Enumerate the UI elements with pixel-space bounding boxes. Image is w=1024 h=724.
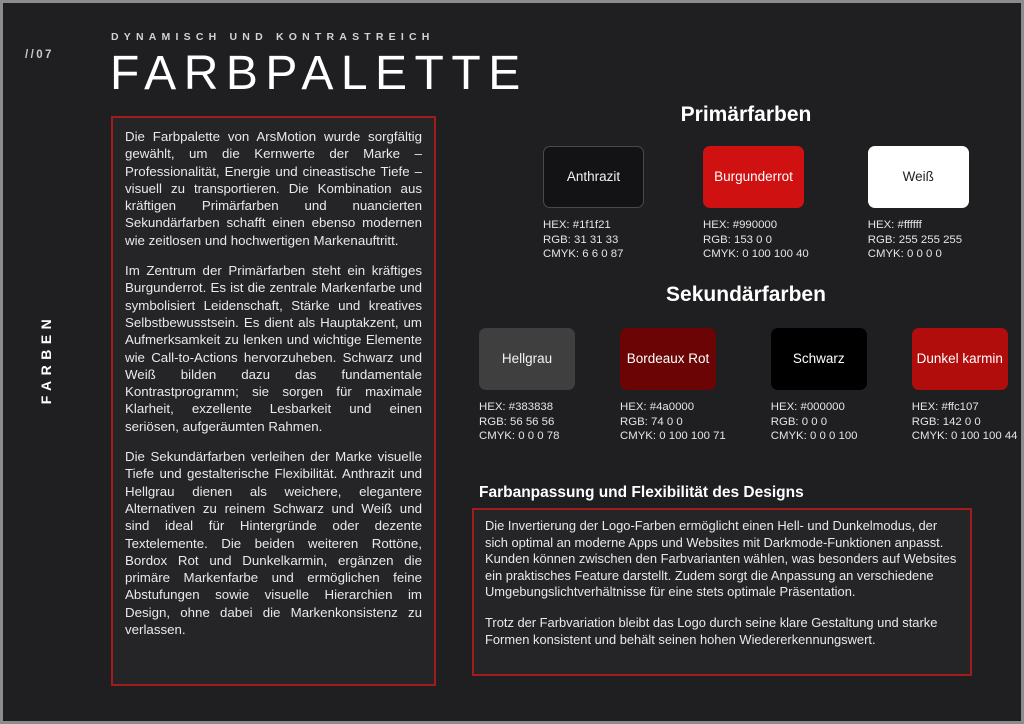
flexibility-paragraph: Die Invertierung der Logo-Farben ermöglicht einen Hell- und Dunkelmodus, der sich optimal an moderne Apps und Websites mit Darkmode-Funktionen anpasst. Kunden können zwischen den Farbvarianten wählen, was besonders auf Websites ein praktisches Feature darstellt. Zudem sorgt die Anpassung an verschiedene Umgebungslichtverhältnisse für eine stets optimale Präsentation. xyxy=(485,518,957,600)
color-rgb: RGB: 56 56 56 xyxy=(479,415,555,428)
color-hex: HEX: #990000 xyxy=(703,219,778,231)
color-cmyk: CMYK: 0 0 0 0 xyxy=(867,248,942,261)
color-specs xyxy=(703,218,809,262)
color-swatch-cell xyxy=(620,328,726,444)
slide-page xyxy=(3,3,1021,721)
color-swatch[interactable]: Anthrazit xyxy=(543,146,644,208)
color-rgb: RGB: 142 0 0 xyxy=(911,415,981,428)
secondary-colors-title: Sekundärfarben xyxy=(666,283,826,306)
color-hex: HEX: #1f1f21 xyxy=(543,219,611,231)
color-rgb: RGB: 74 0 0 xyxy=(620,415,683,428)
page-number-marker: //07 xyxy=(25,49,54,61)
page-title: FARBPALETTE xyxy=(110,47,528,100)
color-swatch[interactable]: Dunkel karmin xyxy=(912,328,1008,390)
color-swatch[interactable]: Schwarz xyxy=(771,328,867,390)
color-specs xyxy=(912,400,1018,444)
flexibility-paragraph: Trotz der Farbvariation bleibt das Logo durch seine klare Gestaltung und starke Formen konsistent und behält seinen hohen Wiedererkennungswert. xyxy=(485,614,938,647)
secondary-swatch-row xyxy=(479,328,1018,444)
color-specs xyxy=(868,218,969,262)
color-swatch[interactable]: Weiß xyxy=(868,146,969,208)
eyebrow-text: DYNAMISCH UND KONTRASTREICH xyxy=(111,31,435,43)
color-swatch-cell xyxy=(868,146,969,262)
color-swatch-cell xyxy=(479,328,575,444)
color-swatch-cell xyxy=(912,328,1018,444)
primary-colors-title: Primärfarben xyxy=(680,103,812,126)
color-cmyk: CMYK: 0 0 0 100 xyxy=(770,430,858,443)
color-rgb: RGB: 31 31 33 xyxy=(543,233,619,246)
description-paragraph: Die Farbpalette von ArsMotion wurde sorgfältig gewählt, um die Kernwerte der Marke – Professionalität, Energie und cineastische Tiefe – visuell zu transportieren. Die Kombination aus kräftigen Primärfarben und nuancierten Sekundärfarben schafft einen ebenso modernen wie zeitlosen und hochwertigen Markenauftritt. xyxy=(125,129,422,248)
color-rgb: RGB: 0 0 0 xyxy=(770,415,828,428)
color-cmyk: CMYK: 0 0 0 78 xyxy=(479,430,560,443)
section-vertical-label: FARBEN xyxy=(38,313,54,405)
color-specs xyxy=(620,400,726,444)
color-swatch-cell xyxy=(543,146,644,262)
color-specs xyxy=(771,400,867,444)
color-specs xyxy=(543,218,644,262)
description-box xyxy=(111,116,436,686)
color-rgb: RGB: 153 0 0 xyxy=(703,233,773,246)
color-swatch[interactable]: Burgunderrot xyxy=(703,146,804,208)
color-swatch-cell xyxy=(771,328,867,444)
color-hex: HEX: #ffc107 xyxy=(911,401,979,413)
color-swatch[interactable]: Hellgrau xyxy=(479,328,575,390)
color-cmyk: CMYK: 0 100 100 71 xyxy=(620,430,726,443)
color-hex: HEX: #ffffff xyxy=(867,219,922,231)
color-swatch-cell xyxy=(703,146,809,262)
description-paragraph: Die Sekundärfarben verleihen der Marke visuelle Tiefe und gestalterische Flexibilität. Anthrazit und Hellgrau dienen als weichere, elegantere Alternativen zu reinem Schwarz und Weiß und sind ideal für Hintergründe oder dezente Textelemente. Die beiden weiteren Rottöne, Bordox Rot und Dunkelkarmin, ergänzen die primäre Markenfarbe und ermöglichen feine Abstufungen sowie visuelle Hierarchien im Design, ohne dabei die Markenkonsistenz zu verlassen. xyxy=(125,449,422,638)
color-cmyk: CMYK: 0 100 100 44 xyxy=(911,430,1018,443)
color-hex: HEX: #4a0000 xyxy=(620,401,695,413)
color-specs xyxy=(479,400,575,444)
color-cmyk: CMYK: 0 100 100 40 xyxy=(703,248,809,261)
flexibility-box xyxy=(472,508,972,676)
color-hex: HEX: #383838 xyxy=(479,401,554,413)
color-swatch[interactable]: Bordeaux Rot xyxy=(620,328,716,390)
color-rgb: RGB: 255 255 255 xyxy=(867,233,963,246)
flexibility-heading: Farbanpassung und Flexibilität des Designs xyxy=(479,484,804,501)
description-paragraph: Im Zentrum der Primärfarben steht ein kräftiges Burgunderrot. Es ist die zentrale Markenfarbe und symbolisiert Leidenschaft, Stärke und kreatives Selbstbewusstsein. Es dient als Hauptakzent, um Aufmerksamkeit zu lenken und wichtige Elemente wie Call-to-Actions hervorzuheben. Schwarz und Weiß bilden dazu das fundamentale Kontrastprogramm; sie sorgen für maximale Klarheit, exzellente Lesbarkeit und einen seriösen, aufgeräumten Rahmen. xyxy=(125,263,422,434)
color-cmyk: CMYK: 6 6 0 87 xyxy=(543,248,624,261)
color-hex: HEX: #000000 xyxy=(770,401,845,413)
primary-swatch-row xyxy=(543,146,969,262)
